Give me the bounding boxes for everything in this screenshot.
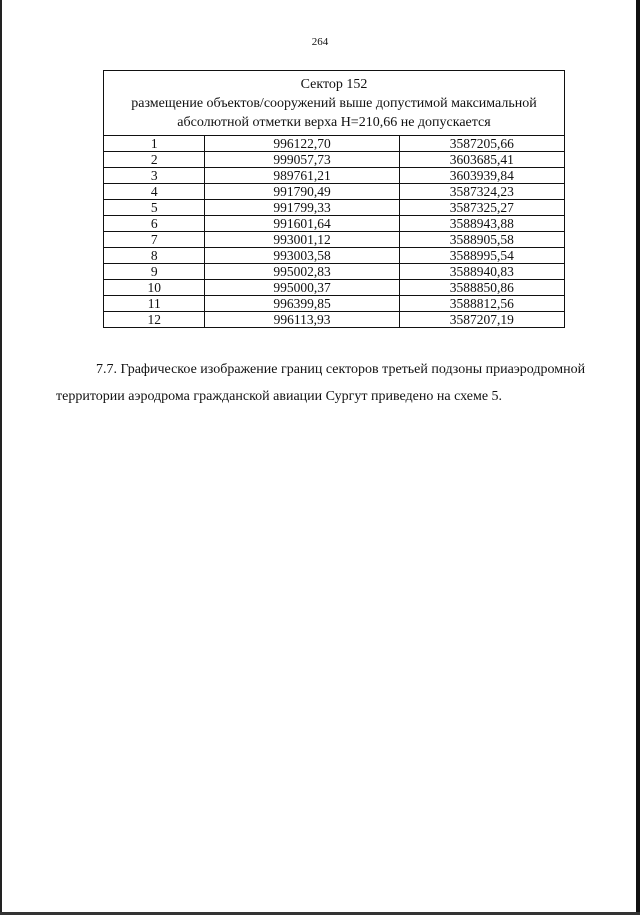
table-row <box>104 216 565 232</box>
y-coordinate-cell: 3587205,66 <box>399 136 564 152</box>
sector-title: Сектор 152 <box>300 77 368 92</box>
table-row <box>104 168 565 184</box>
point-number-cell: 1 <box>104 136 205 152</box>
x-coordinate-cell: 996113,93 <box>205 312 399 328</box>
sector-subtitle-line2: абсолютной отметки верха H=210,66 не допускается <box>177 115 491 130</box>
y-coordinate-cell: 3588812,56 <box>399 296 564 312</box>
x-coordinate-cell: 991790,49 <box>205 184 399 200</box>
table-row <box>104 248 565 264</box>
table-row <box>104 136 565 152</box>
x-coordinate-cell: 996399,85 <box>205 296 399 312</box>
x-coordinate-cell: 999057,73 <box>205 152 399 168</box>
table-row <box>104 296 565 312</box>
page-edge-right <box>636 0 640 915</box>
point-number-cell: 7 <box>104 232 205 248</box>
y-coordinate-cell: 3587207,19 <box>399 312 564 328</box>
table-header-cell <box>104 71 565 136</box>
x-coordinate-cell: 993001,12 <box>205 232 399 248</box>
y-coordinate-cell: 3588943,88 <box>399 216 564 232</box>
y-coordinate-cell: 3588905,58 <box>399 232 564 248</box>
paragraph-line-1: 7.7. Графическое изображение границ секторов третьей подзоны приаэродромной <box>96 362 586 377</box>
x-coordinate-cell: 991601,64 <box>205 216 399 232</box>
point-number-cell: 3 <box>104 168 205 184</box>
y-coordinate-cell: 3588995,54 <box>399 248 564 264</box>
y-coordinate-cell: 3587325,27 <box>399 200 564 216</box>
table-row <box>104 264 565 280</box>
x-coordinate-cell: 995000,37 <box>205 280 399 296</box>
page-number: 264 <box>311 36 329 48</box>
y-coordinate-cell: 3587324,23 <box>399 184 564 200</box>
point-number-cell: 12 <box>104 312 205 328</box>
point-number-cell: 2 <box>104 152 205 168</box>
y-coordinate-cell: 3588940,83 <box>399 264 564 280</box>
table-row <box>104 152 565 168</box>
y-coordinate-cell: 3588850,86 <box>399 280 564 296</box>
x-coordinate-cell: 995002,83 <box>205 264 399 280</box>
x-coordinate-cell: 993003,58 <box>205 248 399 264</box>
paragraph-7-7 <box>56 356 586 410</box>
point-number-cell: 6 <box>104 216 205 232</box>
page-edge-left <box>0 0 2 915</box>
table-row <box>104 280 565 296</box>
x-coordinate-cell: 996122,70 <box>205 136 399 152</box>
table-header-row <box>104 71 565 136</box>
table-row <box>104 232 565 248</box>
table-row <box>104 312 565 328</box>
point-number-cell: 10 <box>104 280 205 296</box>
table-row <box>104 200 565 216</box>
y-coordinate-cell: 3603685,41 <box>399 152 564 168</box>
table-row <box>104 184 565 200</box>
x-coordinate-cell: 991799,33 <box>205 200 399 216</box>
point-number-cell: 8 <box>104 248 205 264</box>
point-number-cell: 4 <box>104 184 205 200</box>
y-coordinate-cell: 3603939,84 <box>399 168 564 184</box>
coordinates-table <box>103 70 565 328</box>
point-number-cell: 11 <box>104 296 205 312</box>
point-number-cell: 9 <box>104 264 205 280</box>
paragraph-line-2: территории аэродрома гражданской авиации Сургут приведено на схеме 5. <box>56 389 503 404</box>
sector-subtitle-line1: размещение объектов/сооружений выше допустимой максимальной <box>131 96 537 111</box>
point-number-cell: 5 <box>104 200 205 216</box>
x-coordinate-cell: 989761,21 <box>205 168 399 184</box>
